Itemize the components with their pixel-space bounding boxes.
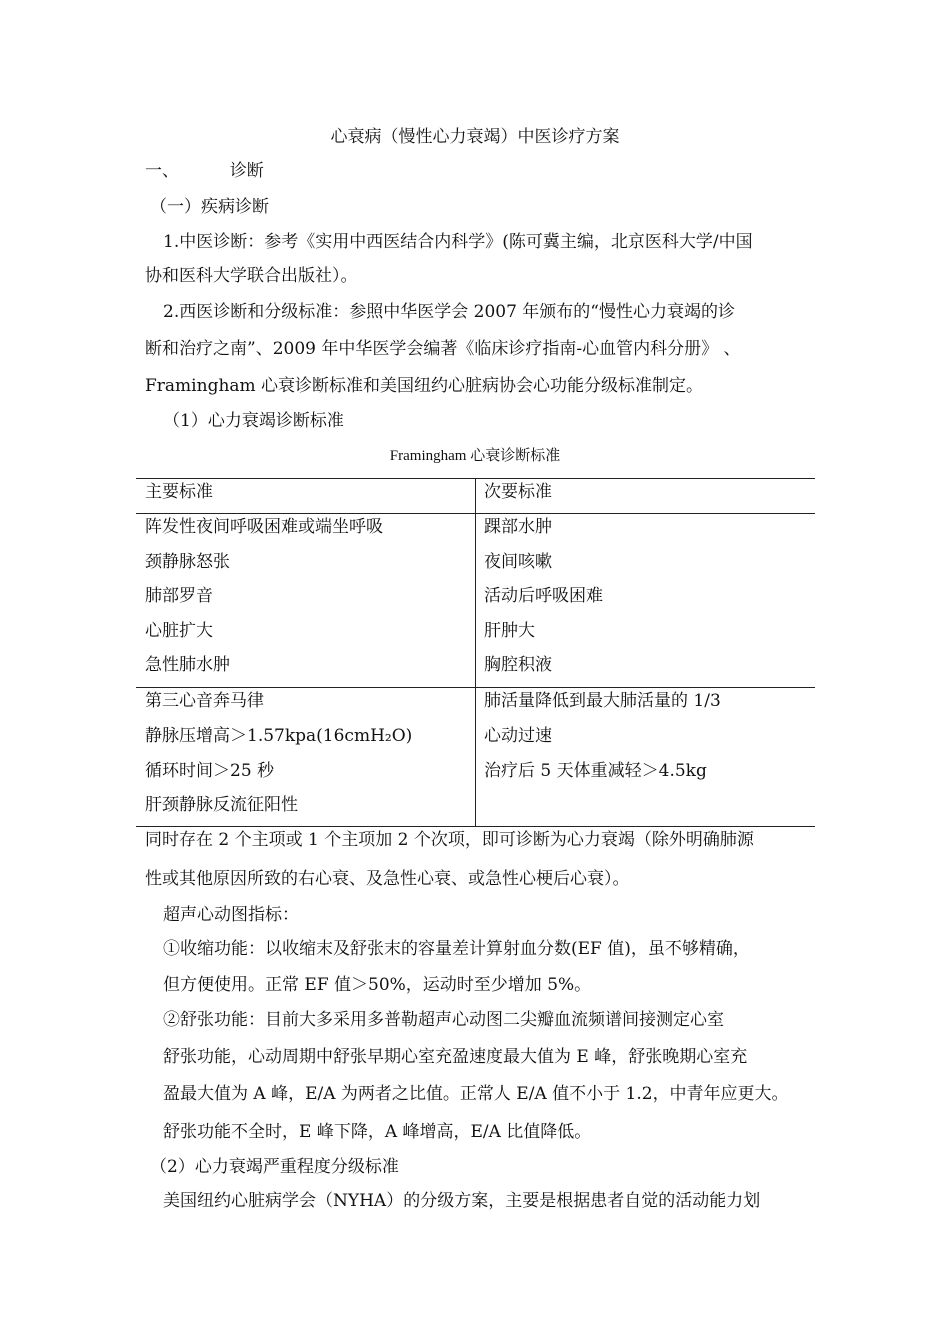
paragraph-line: 舒张功能不全时，E 峰下降，A 峰增高，E/A 比值降低。 <box>163 1122 592 1142</box>
paragraph-line: ②舒张功能：目前大多采用多普勒超声心动图二尖瓣血流频谱间接测定心室 <box>163 1010 724 1030</box>
paragraph-line: 断和治疗之南”、2009 年中华医学会编著《临床诊疗指南-心血管内科分册》 、 <box>145 339 741 359</box>
table-header-minor: 次要标准 <box>484 482 552 502</box>
paragraph-line: 美国纽约心脏病学会（NYHA）的分级方案，主要是根据患者自觉的活动能力划 <box>163 1191 761 1211</box>
paragraph-line: 协和医科大学联合出版社）。 <box>145 266 358 286</box>
table-column-divider <box>475 478 476 826</box>
section-label: 诊断 <box>229 161 264 181</box>
echo-heading: 超声心动图指标： <box>163 905 299 925</box>
table-cell-major: 静脉压增高＞1.57kpa(16cmH₂O) <box>145 726 413 746</box>
paragraph-line: Framingham 心衰诊断标准和美国纽约心脏病协会心功能分级标准制定。 <box>145 376 704 396</box>
paragraph-line: 性或其他原因所致的右心衰、及急性心衰、或急性心梗后心衰）。 <box>145 869 630 889</box>
paragraph-line: 同时存在 2 个主项或 1 个主项加 2 个次项，即可诊断为心力衰竭（除外明确肺源 <box>145 830 754 850</box>
paragraph-line: 舒张功能，心动周期中舒张早期心室充盈速度最大值为 E 峰，舒张晚期心室充 <box>163 1047 748 1067</box>
table-cell-minor: 肺活量降低到最大肺活量的 1/3 <box>484 691 721 711</box>
paragraph-line: 1.中医诊断：参考《实用中西医结合内科学》(陈可冀主编，北京医科大学/中国 <box>163 232 753 252</box>
table-cell-major: 肺部罗音 <box>145 586 213 606</box>
paragraph-line: 但方便使用。正常 EF 值＞50%，运动时至少增加 5%。 <box>163 975 592 995</box>
table-cell-major: 循环时间＞25 秒 <box>145 761 275 781</box>
section-heading-1 <box>145 160 825 182</box>
section-number: 一、 <box>145 161 179 181</box>
subsection-heading: （2）心力衰竭严重程度分级标准 <box>150 1157 399 1177</box>
table-cell-major: 肝颈静脉反流征阳性 <box>145 795 298 815</box>
table-cell-major: 阵发性夜间呼吸困难或端坐呼吸 <box>145 517 383 537</box>
table-cell-major: 第三心音奔马律 <box>145 691 264 711</box>
paragraph-line: 盈最大值为 A 峰，E/A 为两者之比值。正常人 E/A 值不小于 1.2，中青年应更大。 <box>163 1084 789 1104</box>
table-rule <box>136 826 815 827</box>
table-cell-minor: 夜间咳嗽 <box>484 552 552 572</box>
table-cell-major: 急性肺水肿 <box>145 655 230 675</box>
document-title: 心衰病（慢性心力衰竭）中医诊疗方案 <box>330 127 620 147</box>
table-cell-major: 心脏扩大 <box>145 621 213 641</box>
paragraph-line: 2.西医诊断和分级标准：参照中华医学会 2007 年颁布的“慢性心力衰竭的诊 <box>163 302 735 322</box>
subsection-heading: （1）心力衰竭诊断标准 <box>163 411 344 431</box>
table-caption: Framingham 心衰诊断标准 <box>389 448 561 464</box>
table-cell-minor: 肝肿大 <box>484 621 535 641</box>
table-cell-minor: 胸腔积液 <box>484 655 552 675</box>
table-cell-major: 颈静脉怒张 <box>145 552 230 572</box>
paragraph-line: ①收缩功能：以收缩末及舒张末的容量差计算射血分数(EF 值)，虽不够精确， <box>163 939 750 959</box>
table-cell-minor: 踝部水肿 <box>484 517 552 537</box>
table-cell-minor: 活动后呼吸困难 <box>484 586 603 606</box>
table-cell-minor: 心动过速 <box>484 726 552 746</box>
table-header-major: 主要标准 <box>145 482 213 502</box>
subsection-heading: （一）疾病诊断 <box>150 197 269 217</box>
table-cell-minor: 治疗后 5 天体重减轻＞4.5kg <box>484 761 707 781</box>
